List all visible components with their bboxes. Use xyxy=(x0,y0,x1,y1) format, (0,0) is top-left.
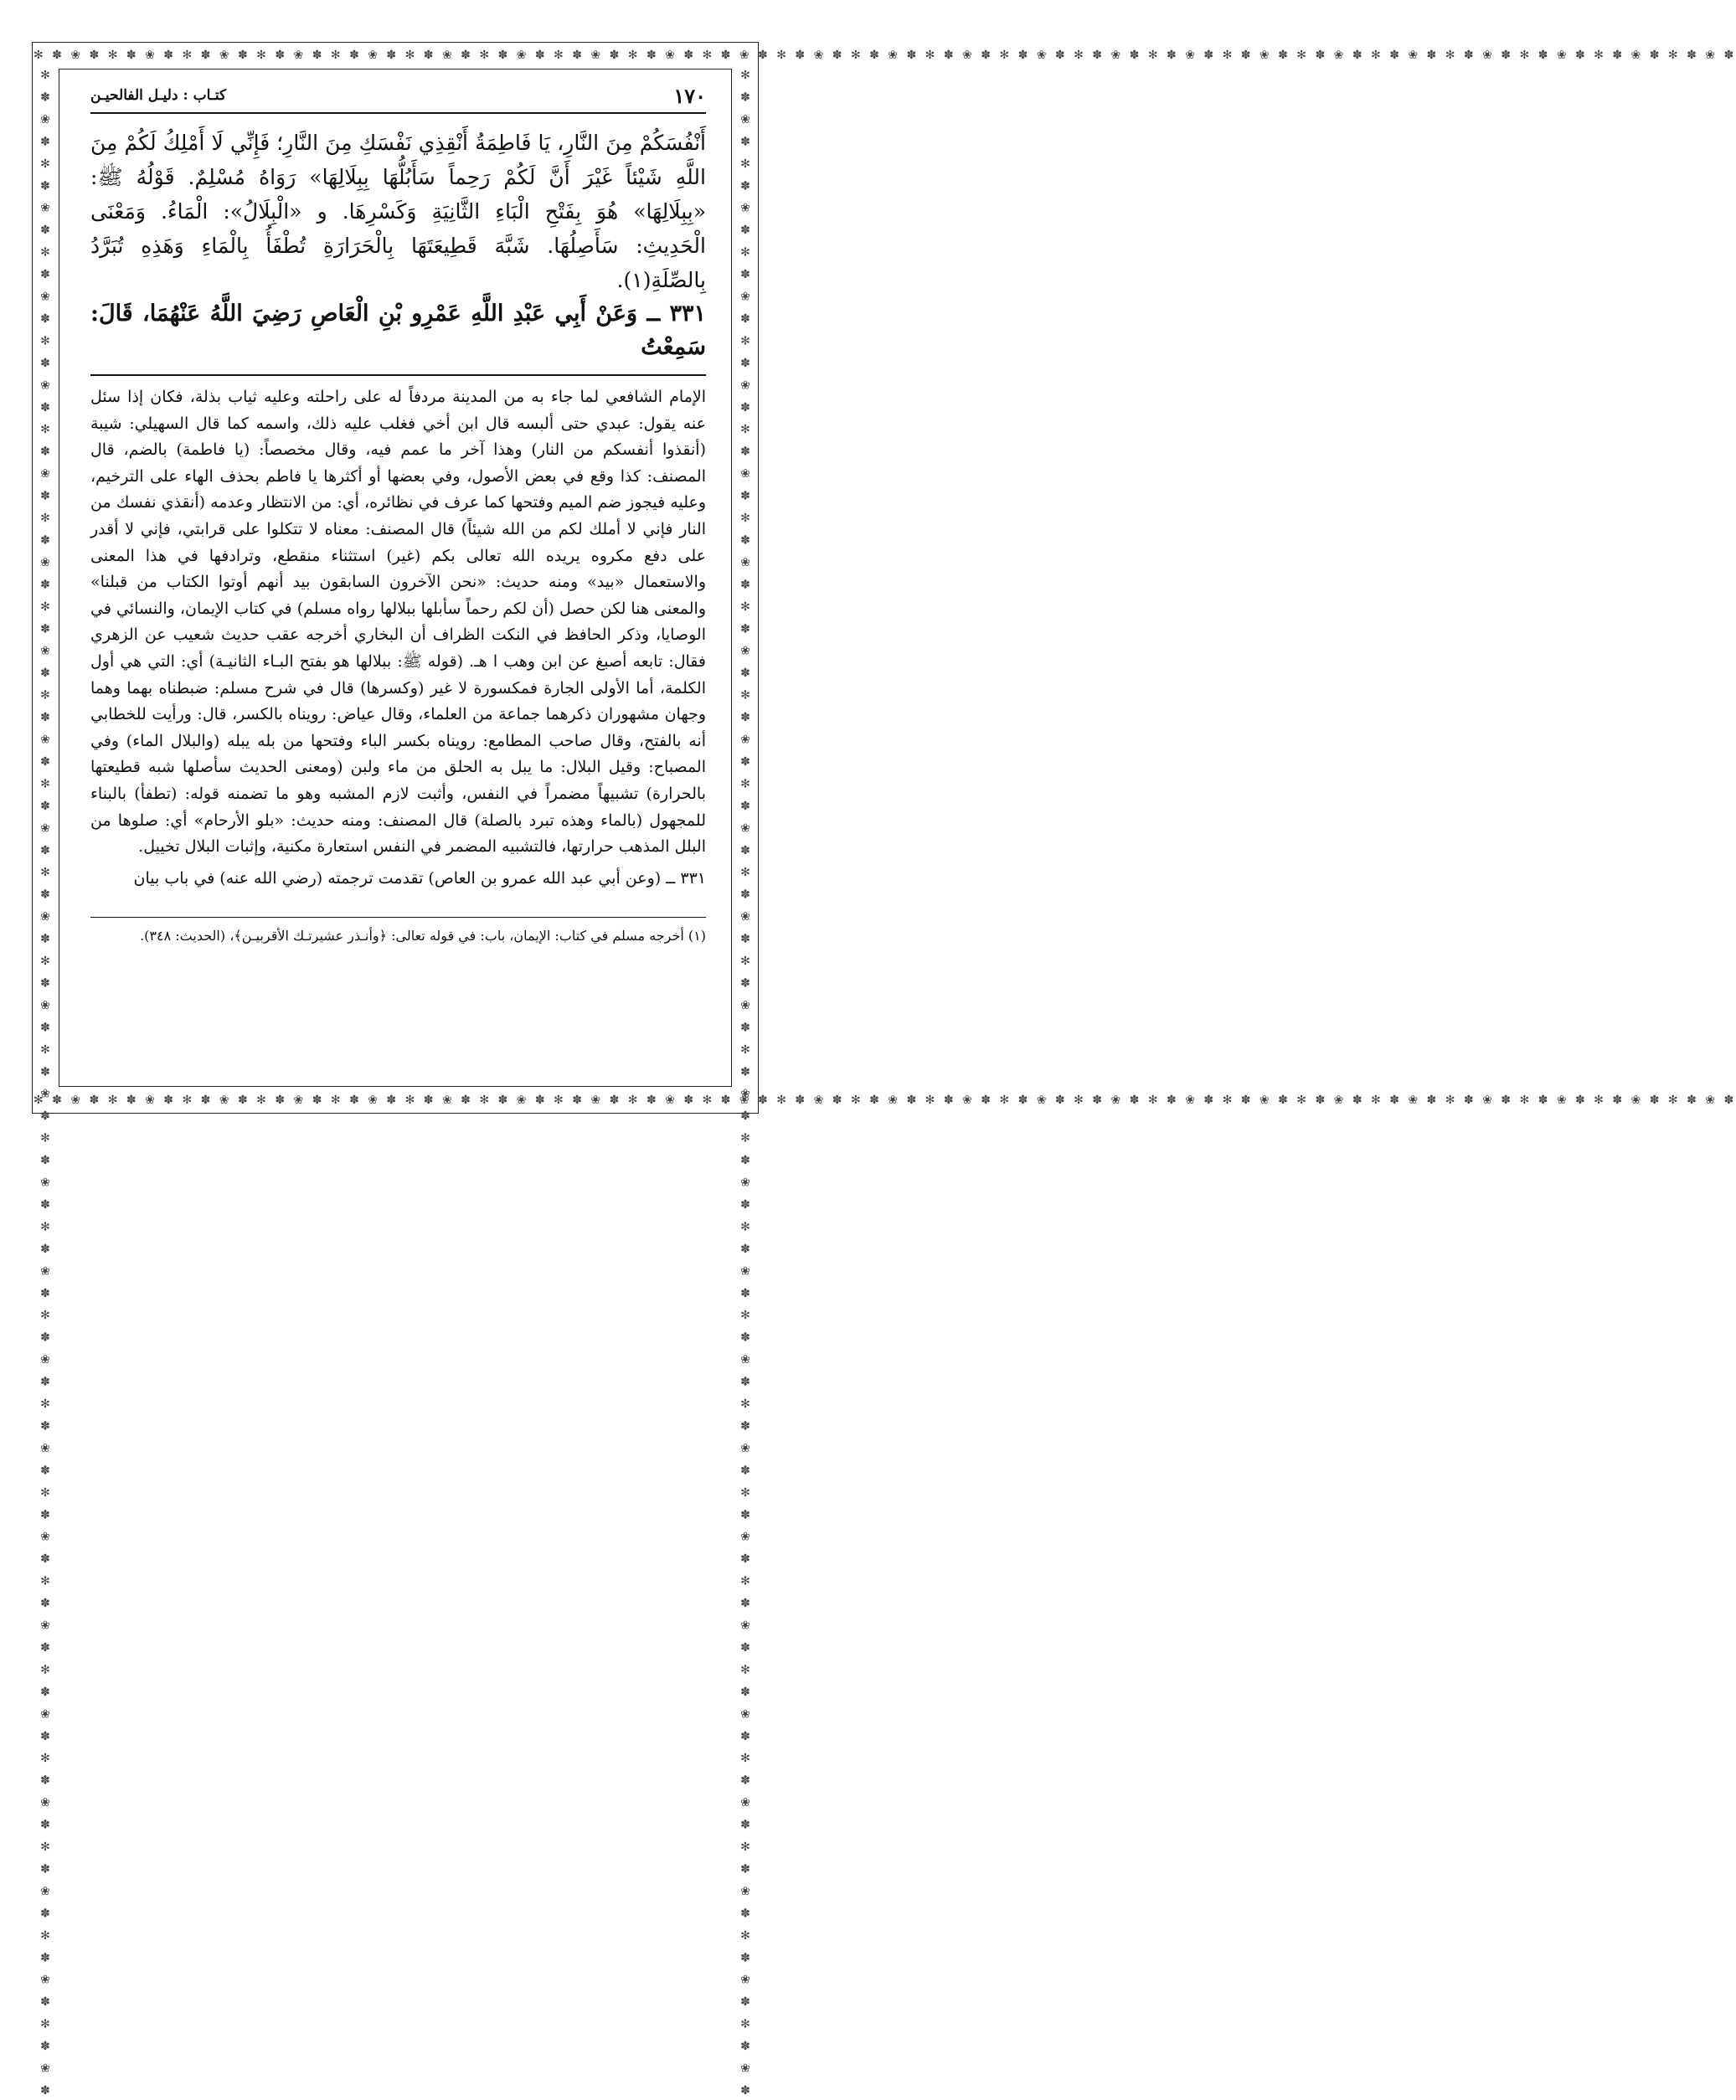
main-text xyxy=(90,126,706,364)
hadith-heading: ٣٣١ ــ وَعَنْ أَبِي عَبْدِ اللَّهِ عَمْرِو بْنِ الْعَاصِ رَضِيَ اللَّهُ عَنْهُمَا، قَالَ: سَمِعْتُ xyxy=(90,301,706,360)
commentary-paragraph: الإمام الشافعي لما جاء به من المدينة مردفاً له على راحلته وعليه ثياب بذلة، فكان إذا سئل عنه يقول: عبدي حتى ألبسه قال ابن أخي فغلب عليه ذلك، واسمه كما قال السهيلي: شيبة (أنقذوا أنفسكم من النار) وهذا آخر ما عمم فيه، وقال مخصصاً: (يا فاطمة) بالضم، قال المصنف: كذا وقع في بعض الأصول، وفي بعضها أو أكثرها يا فاطم بحذف الهاء على الترخيم، وعليه فيجوز ضم الميم وفتحها كما عرف في نظائره، أي: من الانتظار وعدمه (أنقذي نفسك من النار فإني لا أملك لكم من الله شيئاً) قال المصنف: معناه لا تتكلوا على قرابتي، فإني لا أقدر على دفع مكروه يريده الله تعالى بكم (غير) استثناء منقطع، وترادفها في هذا المعنى والاستعمال «بيد» ومنه حديث: «نحن الآخرون السابقون بيد أنهم أوتوا الكتاب من قبلنا» والمعنى هنا لكن حصل (أن لكم رحماً سأبلها ببلالها رواه مسلم) في كتاب الإيمان، والنسائي في الوصايا، وذكر الحافظ في النكت الظراف أن البخاري أخرجه عقب حديث شعيب عن الزهري فقال: تابعه أصبغ عن ابن وهب ا هـ. (قوله ﷺ: ببلالها هو بفتح البـاء الثانيـة) أي: التي هي أول الكلمة، أما الأولى الجارة فمكسورة لا غير (وكسرها) قال في شرح مسلم: ضبطناه بهما وهما وجهان مشهوران ذكرهما جماعة من العلماء، وقال عياض: رويناه بالكسر، قال: ورأيت للخطابي أنه بالفتح، وقال صاحب المطامع: رويناه بكسر الباء وفتحها من بله يبله (والبلال الماء) وفي المصباح: وقيل البلال: ما يبل به الحلق من ماء ولبن (ومعنى الحديث سأصلها شبه قطيعتها بالحرارة) تشبيهاً مضمراً في النفس، وأثبت لازم المشبه وهو ما تضمنه قوله: (تطفأ) بالبناء للمجهول (بالماء وهذه تبرد بالصلة) قال المصنف: ومنه حديث: «بلو الأرحام» أي: صلوها من البلل المذهب حرارتها، فالتشبيه المضمر في النفس استعارة مكنية، وإثبات البلال تخييل. xyxy=(90,388,706,857)
section-divider xyxy=(90,374,706,376)
main-paragraph: أَنْفُسَكُمْ مِنَ النَّارِ، يَا فَاطِمَةُ أَنْقِذِي نَفْسَكِ مِنَ النَّارِ؛ فَإِنِّي لَا أَمْلِكُ لَكُمْ مِنَ اللَّهِ شَيْئاً غَيْرَ أَنَّ لَكُمْ رَحِماً سَأَبُلُّهَا بِبِلَالِهَا» رَوَاهُ مُسْلِمٌ. قَوْلُهُ ﷺ: «بِبِلَالِهَا» هُوَ بِفَتْحِ الْبَاءِ الثَّانِيَةِ وَكَسْرِهَا. و «الْبِلَالُ»: الْمَاءُ. وَمَعْنَى الْحَدِيثِ: سَأَصِلُهَا. شَبَّهَ قَطِيعَتَهَا بِالْحَرَارَةِ تُطْفَأُ بِالْمَاءِ وَهَذِهِ تُبَرَّدُ بِالصِّلَةِ(١). xyxy=(90,131,706,292)
commentary-hadith-note: ٣٣١ ــ (وعن أبي عبد الله عمرو بن العاص) تقدمت ترجمته (رضي الله عنه) في باب بيان xyxy=(133,868,706,888)
footnote: (١) أخرجه مسلم في كتاب: الإيمان، باب: في قوله تعالى: ﴿وأنـذر عشيرتـك الأقربيـن﴾، (الحديث: ٣٤٨). xyxy=(140,928,706,944)
book-title: كتـاب : دليـل الفالحيـن xyxy=(90,87,227,104)
ornament-band-left: ✻ ✽ ❀ ✽ ✻ ✽ ❀ ✽ ✻ ✽ ❀ ✽ ✻ ✽ ❀ ✽ ✻ ✽ ❀ ✽ ✻ ✽ ❀ ✽ ✻ ✽ ❀ ✽ ✻ ✽ ❀ ✽ ✻ ✽ ❀ ✽ ✻ ✽ ❀ ✽ ✻ ✽ ❀ ✽ ✻ ✽ ❀ ✽ ✻ ✽ ❀ ✽ ✻ ✽ ❀ ✽ ✻ ✽ ❀ ✽ ✻ ✽ ❀ ✽ ✻ ✽ ❀ ✽ ✻ ✽ ❀ ✽ ✻ ✽ ❀ ✽ ✻ ✽ ❀ ✽ ✻ ✽ ❀ ✽ ✻ ✽ ❀ ✽ ✻ ✽ ❀ ✽ xyxy=(39,69,52,2100)
page-number: ١٧٠ xyxy=(673,84,706,108)
footnote-divider xyxy=(90,917,706,918)
commentary-section xyxy=(90,384,706,892)
page-content xyxy=(90,84,706,947)
page-header xyxy=(90,84,706,114)
ornament-band-bottom: ✻ ✽ ❀ ✽ ✻ ✽ ❀ ✽ ✻ ✽ ❀ ✽ ✻ ✽ ❀ ✽ ✻ ✽ ❀ ✽ ✻ ✽ ❀ ✽ ✻ ✽ ❀ ✽ ✻ ✽ ❀ ✽ ✻ ✽ ❀ ✽ ✻ ✽ ❀ ✽ ✻ ✽ ❀ ✽ ✻ ✽ ❀ ✽ ✻ ✽ ❀ ✽ ✻ ✽ ❀ ✽ ✻ ✽ ❀ ✽ ✻ ✽ ❀ ✽ ✻ ✽ ❀ ✽ ✻ ✽ ❀ ✽ ✻ ✽ ❀ ✽ ✻ ✽ ❀ ✽ ✻ ✽ ❀ ✽ ✻ ✽ ❀ ✽ ✻ ✽ ❀ ✽ xyxy=(33,1094,1736,1107)
ornament-band-right: ✻ ✽ ❀ ✽ ✻ ✽ ❀ ✽ ✻ ✽ ❀ ✽ ✻ ✽ ❀ ✽ ✻ ✽ ❀ ✽ ✻ ✽ ❀ ✽ ✻ ✽ ❀ ✽ ✻ ✽ ❀ ✽ ✻ ✽ ❀ ✽ ✻ ✽ ❀ ✽ ✻ ✽ ❀ ✽ ✻ ✽ ❀ ✽ ✻ ✽ ❀ ✽ ✻ ✽ ❀ ✽ ✻ ✽ ❀ ✽ ✻ ✽ ❀ ✽ ✻ ✽ ❀ ✽ ✻ ✽ ❀ ✽ ✻ ✽ ❀ ✽ ✻ ✽ ❀ ✽ ✻ ✽ ❀ ✽ ✻ ✽ ❀ ✽ ✻ ✽ ❀ ✽ xyxy=(739,69,752,2100)
ornament-band-top: ✻ ✽ ❀ ✽ ✻ ✽ ❀ ✽ ✻ ✽ ❀ ✽ ✻ ✽ ❀ ✽ ✻ ✽ ❀ ✽ ✻ ✽ ❀ ✽ ✻ ✽ ❀ ✽ ✻ ✽ ❀ ✽ ✻ ✽ ❀ ✽ ✻ ✽ ❀ ✽ ✻ ✽ ❀ ✽ ✻ ✽ ❀ ✽ ✻ ✽ ❀ ✽ ✻ ✽ ❀ ✽ ✻ ✽ ❀ ✽ ✻ ✽ ❀ ✽ ✻ ✽ ❀ ✽ ✻ ✽ ❀ ✽ ✻ ✽ ❀ ✽ ✻ ✽ ❀ ✽ ✻ ✽ ❀ ✽ ✻ ✽ ❀ ✽ ✻ ✽ ❀ ✽ xyxy=(33,49,1736,62)
